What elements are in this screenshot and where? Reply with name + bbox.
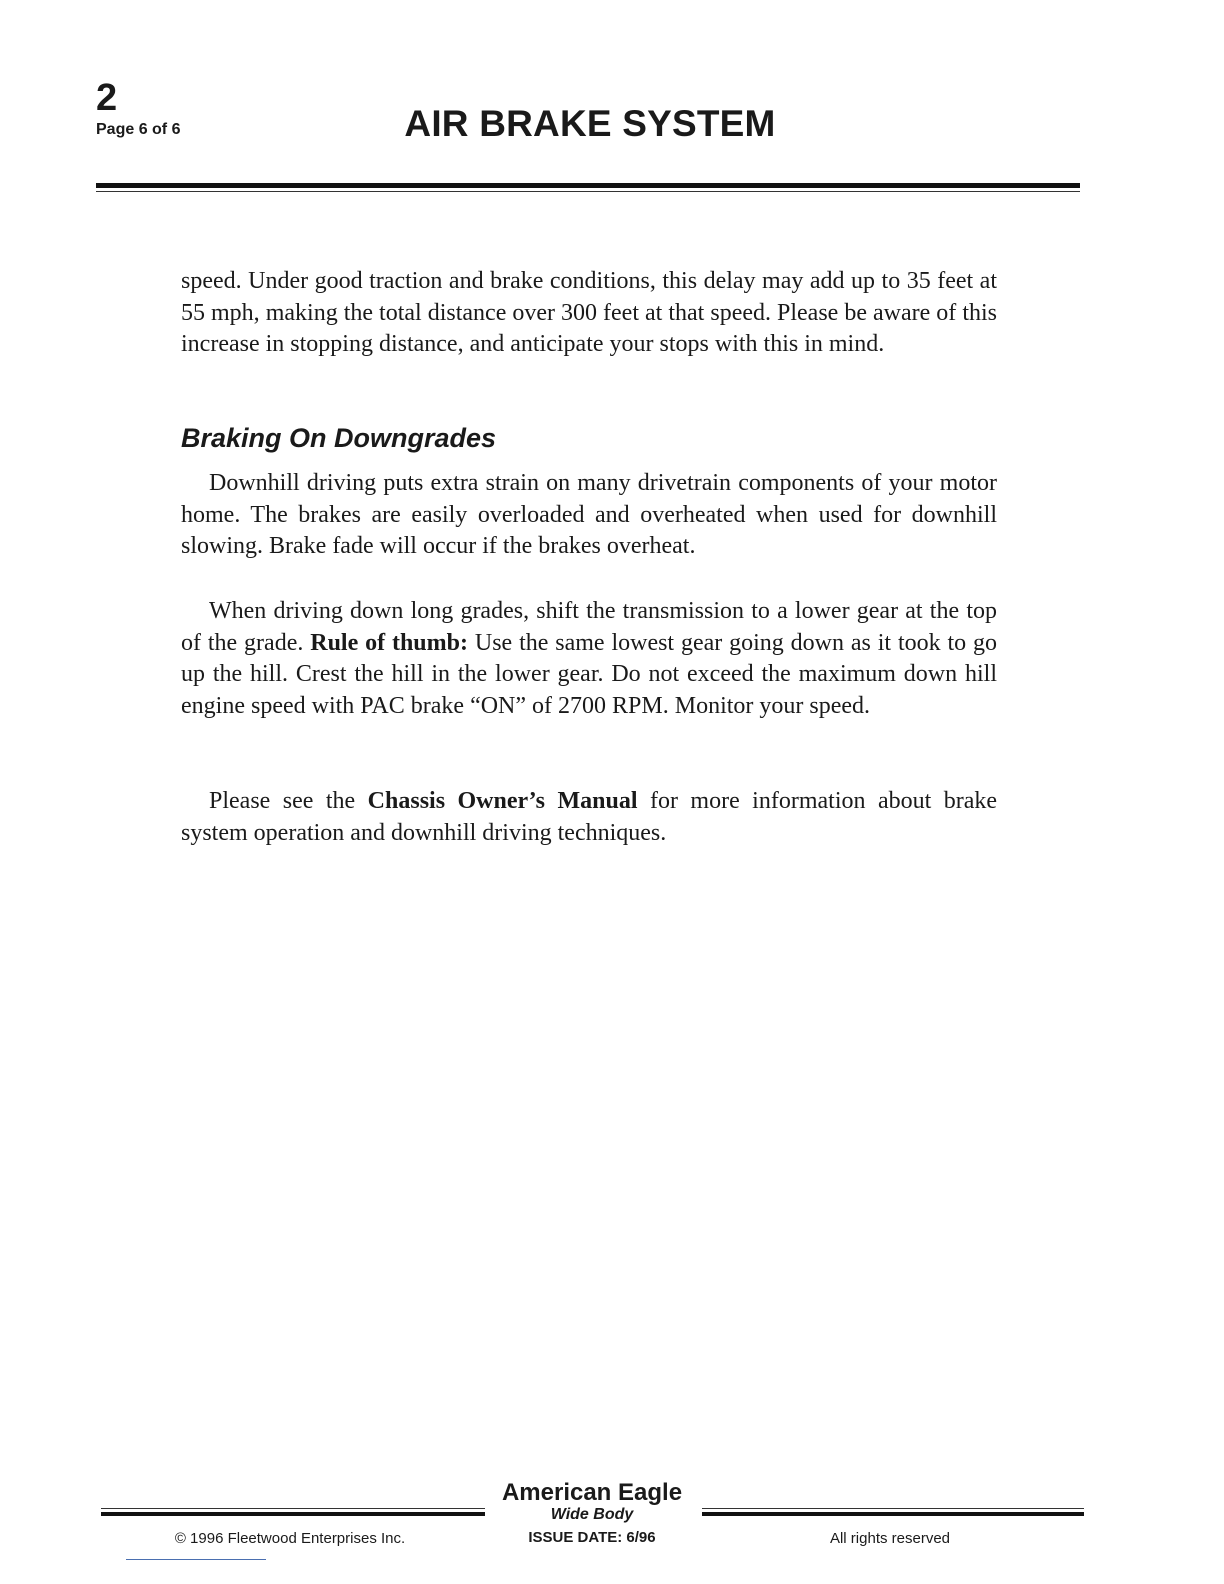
paragraph-manual-intro: Please see the: [209, 788, 356, 814]
footer-divider-right-thin: [702, 1508, 1084, 1509]
chapter-number: 2: [96, 77, 118, 119]
footer-underline: [126, 1559, 266, 1560]
footer-divider-left-thin: [101, 1508, 485, 1509]
section-heading: Braking On Downgrades: [181, 423, 497, 453]
paragraph-manual-reference: [181, 786, 997, 849]
paragraph-long-grades-intro: When driving down long grades, shift the transmission to a lower gear at the top of the grade.: [181, 598, 997, 656]
page-indicator: Page 6 of 6: [96, 121, 181, 138]
footer-model: Wide Body: [550, 1506, 634, 1523]
paragraph-downhill: Downhill driving puts extra strain on many drivetrain components of your motor home. The brakes are easily overloaded and overheated when used for downhill slowing. Brake fade will occur if the brakes overheat.: [181, 470, 997, 559]
paragraph-long-grades: [181, 596, 997, 722]
footer-divider-left: [101, 1512, 485, 1516]
paragraph-continued: speed. Under good traction and brake conditions, this delay may add up to 35 feet at 55 mph, making the total distance over 300 feet at that speed. Please be aware of this increase in stopping distance, and anticipate your stops with this in mind.: [181, 268, 997, 357]
footer-issue-date: ISSUE DATE: 6/96: [528, 1529, 656, 1546]
page-title: AIR BRAKE SYSTEM: [404, 103, 776, 144]
header-divider-thin: [96, 191, 1080, 192]
header-divider: [96, 183, 1080, 188]
footer-divider-right: [702, 1512, 1084, 1516]
paragraph-manual-rest: for more information about brake system operation and downhill driving techniques.: [181, 788, 998, 846]
manual-name: Chassis Owner’s Manual: [367, 788, 638, 814]
rule-of-thumb-label: Rule of thumb:: [310, 629, 468, 656]
footer-brand: American Eagle: [501, 1479, 683, 1506]
footer-copyright: © 1996 Fleetwood Enterprises Inc.: [174, 1530, 406, 1547]
footer-rights: All rights reserved: [829, 1530, 951, 1547]
paragraph-long-grades-rest: Use the same lowest gear going down as it took to go up the hill. Crest the hill in the lower gear. Do not exceed the maximum down hill engine speed with PAC brake “ON” of 2700 RPM. Monitor your speed.: [181, 629, 998, 719]
